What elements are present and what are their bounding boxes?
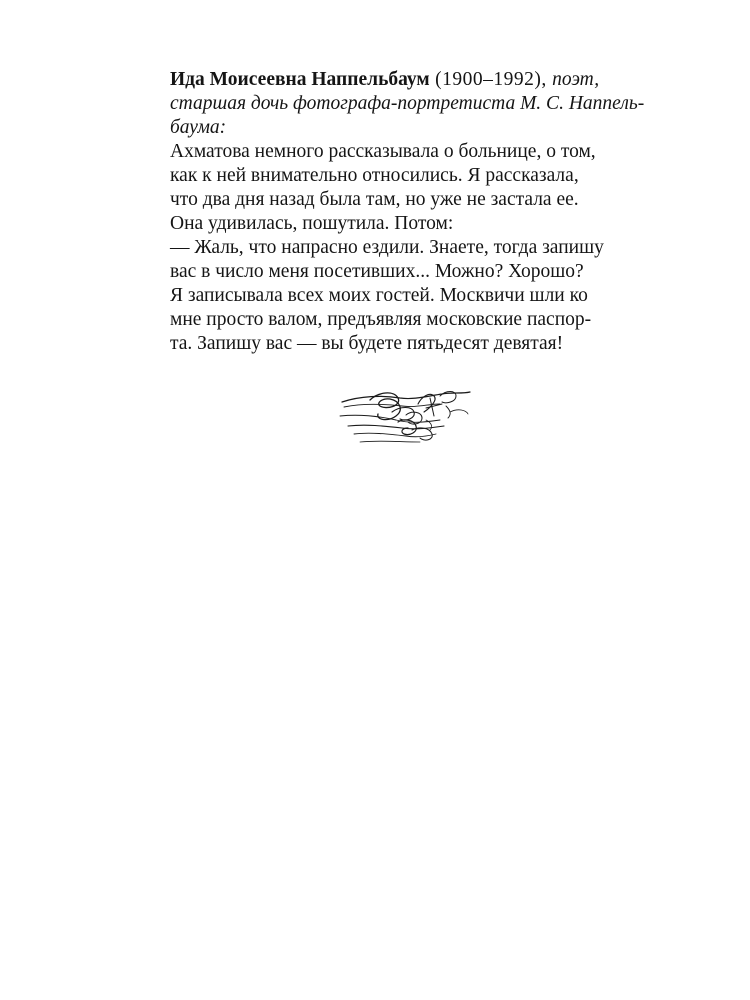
body-line: что два дня назад была там, но уже не застала ее. [170, 189, 579, 210]
author-role-line-2: старшая дочь фотографа-портретиста М. С. Наппель- [170, 93, 645, 114]
body-line: Я записывала всех моих гостей. Москвичи шли ко [170, 285, 588, 306]
body-line: Ахматова немного рассказывала о больнице, о том, [170, 141, 596, 162]
body-line: мне просто валом, предъявляя московские паспор- [170, 309, 592, 330]
body-line: та. Запишу вас — вы будете пятьдесят девятая! [170, 333, 564, 354]
body-line: как к ней внимательно относились. Я рассказала, [170, 165, 579, 186]
author-role-line-3: баума: [170, 117, 227, 138]
author-name: Ида Моисеевна Наппельбаум [170, 69, 430, 90]
signature-ornament [330, 382, 480, 454]
body-line: вас в число меня посетивших... Можно? Хорошо? [170, 261, 584, 282]
memoir-entry [170, 68, 645, 356]
body-line: Она удивилась, пошутила. Потом: [170, 213, 454, 234]
body-line: — Жаль, что напрасно ездили. Знаете, тогда запишу [170, 237, 604, 258]
entry-heading-line [170, 68, 640, 92]
author-years: (1900–1992), [429, 69, 553, 90]
author-role-line-1: поэт, [552, 69, 600, 90]
